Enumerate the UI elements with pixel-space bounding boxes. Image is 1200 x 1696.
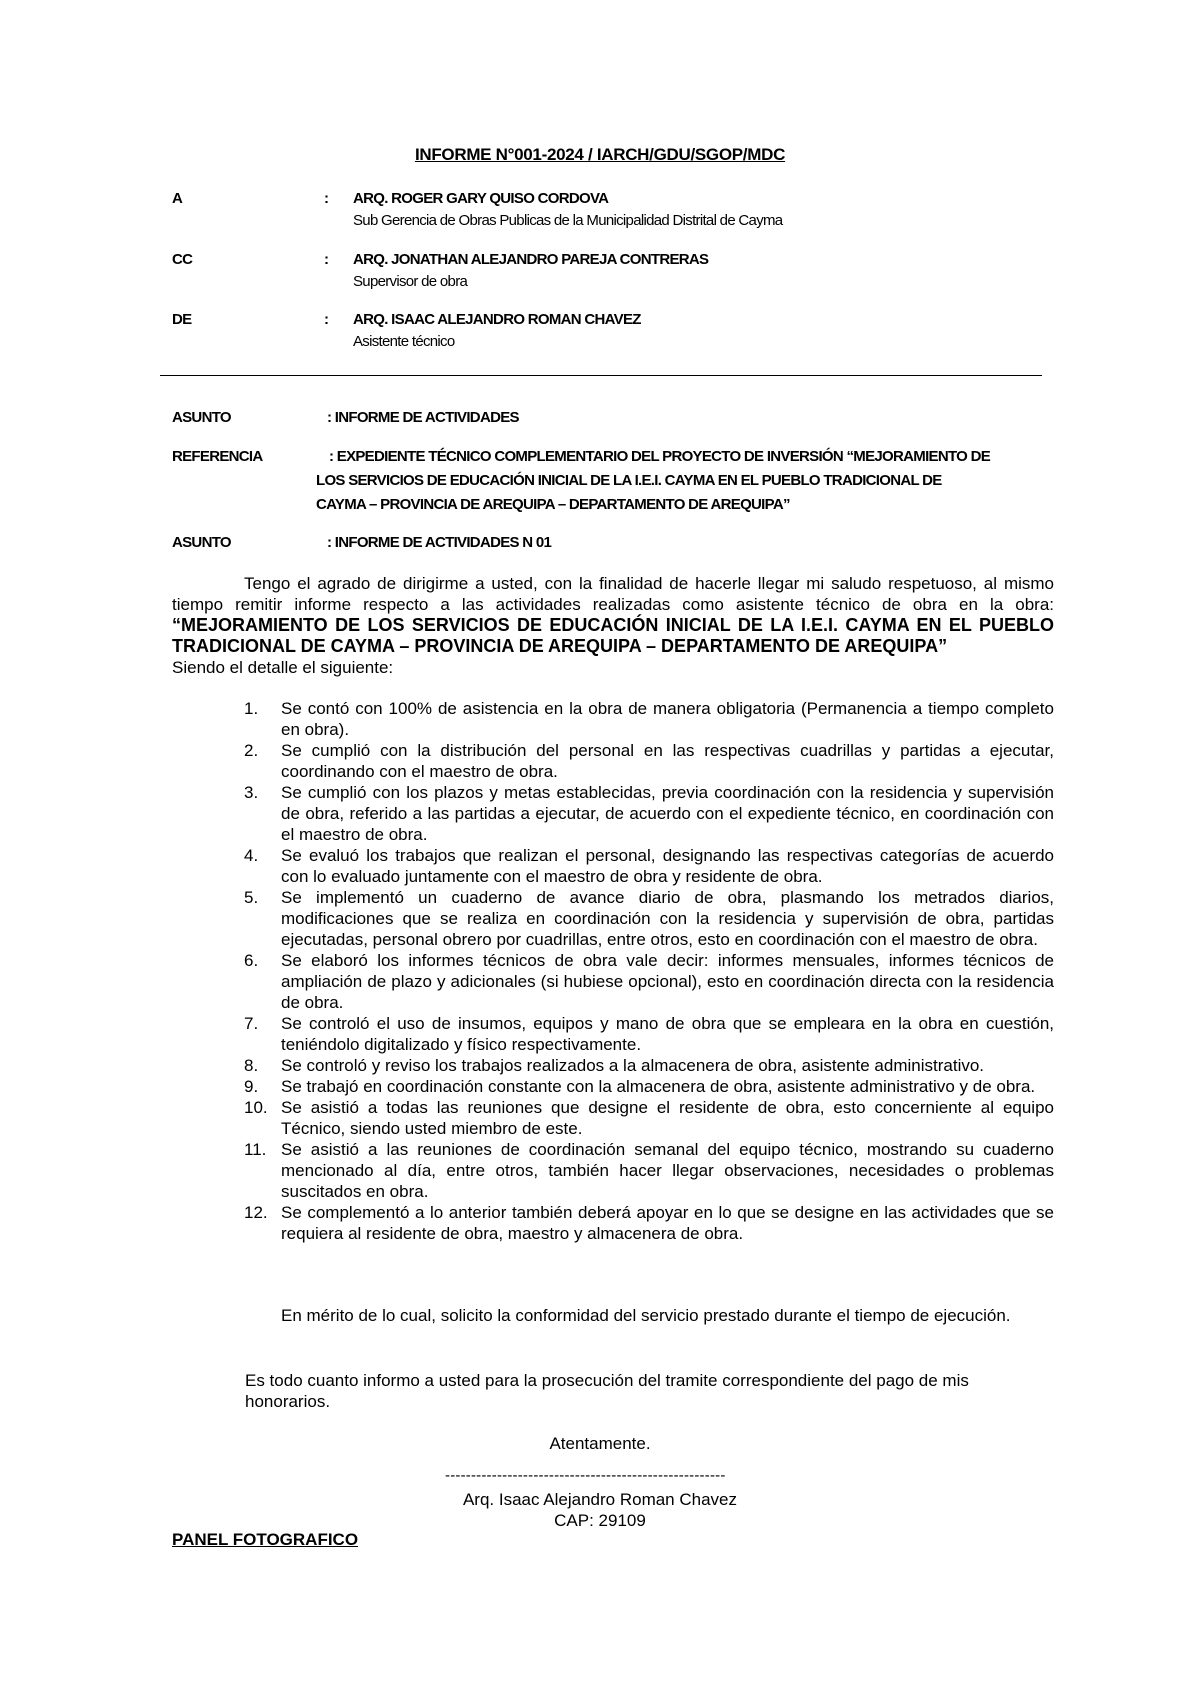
reference-line-2: LOS SERVICIOS DE EDUCACIÓN INICIAL DE LA I.E.I. CAYMA EN EL PUEBLO TRADICIONAL DE — [316, 472, 942, 489]
list-item-text: Se evaluó los trabajos que realizan el personal, designando las respectivas categorías de acuerdo con lo evaluado juntamente con el maestro de obra y residente de obra. — [281, 846, 1054, 886]
recipient-colon: : — [324, 190, 329, 207]
list-item-text: Se contó con 100% de asistencia en la obra de manera obligatoria (Permanencia a tiempo completo en obra). — [281, 699, 1054, 739]
list-item — [236, 740, 1054, 782]
list-item-number: 11. — [244, 1140, 267, 1159]
list-item — [236, 1097, 1054, 1139]
list-item-number: 2. — [244, 741, 259, 760]
intro-text: Tengo el agrado de dirigirme a usted, con la finalidad de hacerle llegar mi saludo respetuoso, al mismo tiempo remitir informe respecto a las actividades realizadas como asistente técnico de obra en la obra: — [172, 574, 1054, 614]
list-item-number: 3. — [244, 783, 259, 802]
list-item-text: Se cumplió con los plazos y metas establecidas, previa coordinación con la residencia y supervisión de obra, referido a las partidas a ejecutar, de acuerdo con el expediente técnico, en coordinación con el maestro de obra. — [281, 783, 1054, 844]
report-title: INFORME N°001-2024 / IARCH/GDU/SGOP/MDC — [414, 145, 786, 164]
intro-tail: Siendo el detalle el siguiente: — [172, 658, 394, 677]
farewell: Atentamente. — [549, 1434, 651, 1453]
sender-role: Asistente técnico — [353, 333, 455, 350]
list-item-text: Se trabajó en coordinación constante con la almacenera de obra, asistente administrativo y de obra. — [281, 1077, 1036, 1096]
subject-value-2: : INFORME DE ACTIVIDADES N 01 — [327, 534, 552, 551]
list-item — [236, 1202, 1054, 1244]
list-item-text: Se controló y reviso los trabajos realizados a la almacenera de obra, asistente administrativo. — [281, 1056, 985, 1075]
signature-cap: CAP: 29109 — [554, 1511, 646, 1530]
list-item — [236, 1013, 1054, 1055]
reference-line-3: CAYMA – PROVINCIA DE AREQUIPA – DEPARTAMENTO DE AREQUIPA” — [316, 496, 790, 513]
sender-colon: : — [324, 311, 329, 328]
list-item-number: 4. — [244, 846, 259, 865]
list-item-number: 9. — [244, 1077, 259, 1096]
activities-list — [236, 698, 1054, 1244]
closing-paragraph: Es todo cuanto informo a usted para la prosecución del tramite correspondiente del pago de mis honorarios. — [245, 1371, 969, 1411]
list-item-number: 1. — [244, 699, 259, 718]
intro-paragraph — [172, 573, 1054, 678]
list-item-number: 12. — [244, 1203, 268, 1222]
list-item-text: Se controló el uso de insumos, equipos y mano de obra que se empleara en la obra en cuestión, teniéndolo digitalizado y físico respectivamente. — [281, 1014, 1054, 1054]
list-item-text: Se implementó un cuaderno de avance diario de obra, plasmando los metrados diarios, modificaciones que se realiza en coordinación con la residencia y supervisión de obra, partidas ejecutadas, personal obrero por cuadrillas, entre otros, esto en coordinación con el maestro de obra. — [281, 888, 1054, 949]
list-item-number: 10. — [244, 1098, 268, 1117]
merit-paragraph: En mérito de lo cual, solicito la conformidad del servicio prestado durante el tiempo de ejecución. — [281, 1306, 1011, 1325]
list-item-text: Se elaboró los informes técnicos de obra vale decir: informes mensuales, informes técnicos de ampliación de plazo y adicionales (si hubiese opcional), esto en coordinación directa con la residencia de obra. — [281, 951, 1054, 1012]
subject-value: : INFORME DE ACTIVIDADES — [327, 409, 519, 426]
photo-panel-title: PANEL FOTOGRAFICO — [172, 1530, 359, 1549]
signature-name: Arq. Isaac Alejandro Roman Chavez — [462, 1490, 738, 1509]
list-item — [236, 950, 1054, 1013]
list-item-number: 8. — [244, 1056, 259, 1075]
reference-line-1: : EXPEDIENTE TÉCNICO COMPLEMENTARIO DEL PROYECTO DE INVERSIÓN “MEJORAMIENTO DE — [329, 448, 991, 465]
subject-label-2: ASUNTO — [172, 534, 231, 551]
list-item — [236, 1055, 1054, 1076]
cc-name: ARQ. JONATHAN ALEJANDRO PAREJA CONTRERAS — [353, 251, 709, 268]
cc-label: CC — [172, 251, 193, 268]
recipient-name: ARQ. ROGER GARY QUISO CORDOVA — [353, 190, 609, 207]
list-item-text: Se cumplió con la distribución del personal en las respectivas cuadrillas y partidas a ejecutar, coordinando con el maestro de obra. — [281, 741, 1054, 781]
sender-label: DE — [172, 311, 192, 328]
list-item-text: Se asistió a las reuniones de coordinación semanal del equipo técnico, mostrando su cuaderno mencionado al día, entre otros, también hacer llegar observaciones, necesidades o problemas suscitados en obra. — [281, 1140, 1054, 1201]
signature-line: ------------------------------------------------------ — [445, 1467, 726, 1484]
sender-name: ARQ. ISAAC ALEJANDRO ROMAN CHAVEZ — [353, 311, 641, 328]
subject-label: ASUNTO — [172, 409, 231, 426]
list-item — [236, 887, 1054, 950]
list-item — [236, 782, 1054, 845]
reference-label: REFERENCIA — [172, 448, 263, 465]
recipient-role: Sub Gerencia de Obras Publicas de la Municipalidad Distrital de Cayma — [353, 212, 783, 229]
cc-colon: : — [324, 251, 329, 268]
recipient-label: A — [172, 190, 183, 207]
list-item-text: Se complementó a lo anterior también deberá apoyar en lo que se designe en las actividades que se requiera al residente de obra, maestro y almacenera de obra. — [281, 1203, 1054, 1243]
cc-role: Supervisor de obra — [353, 273, 468, 290]
list-item — [236, 1076, 1054, 1097]
project-name: “MEJORAMIENTO DE LOS SERVICIOS DE EDUCACIÓN INICIAL DE LA I.E.I. CAYMA EN EL PUEBLO TRADICIONAL DE CAYMA – PROVINCIA DE AREQUIPA – DEPARTAMENTO DE AREQUIPA” — [172, 615, 1054, 656]
list-item-number: 6. — [244, 951, 259, 970]
list-item-number: 7. — [244, 1014, 259, 1033]
list-item-number: 5. — [244, 888, 259, 907]
list-item-text: Se asistió a todas las reuniones que designe el residente de obra, esto concerniente al equipo Técnico, siendo usted miembro de este. — [281, 1098, 1054, 1138]
header-divider — [160, 375, 1042, 376]
list-item — [236, 698, 1054, 740]
list-item — [236, 845, 1054, 887]
list-item — [236, 1139, 1054, 1202]
